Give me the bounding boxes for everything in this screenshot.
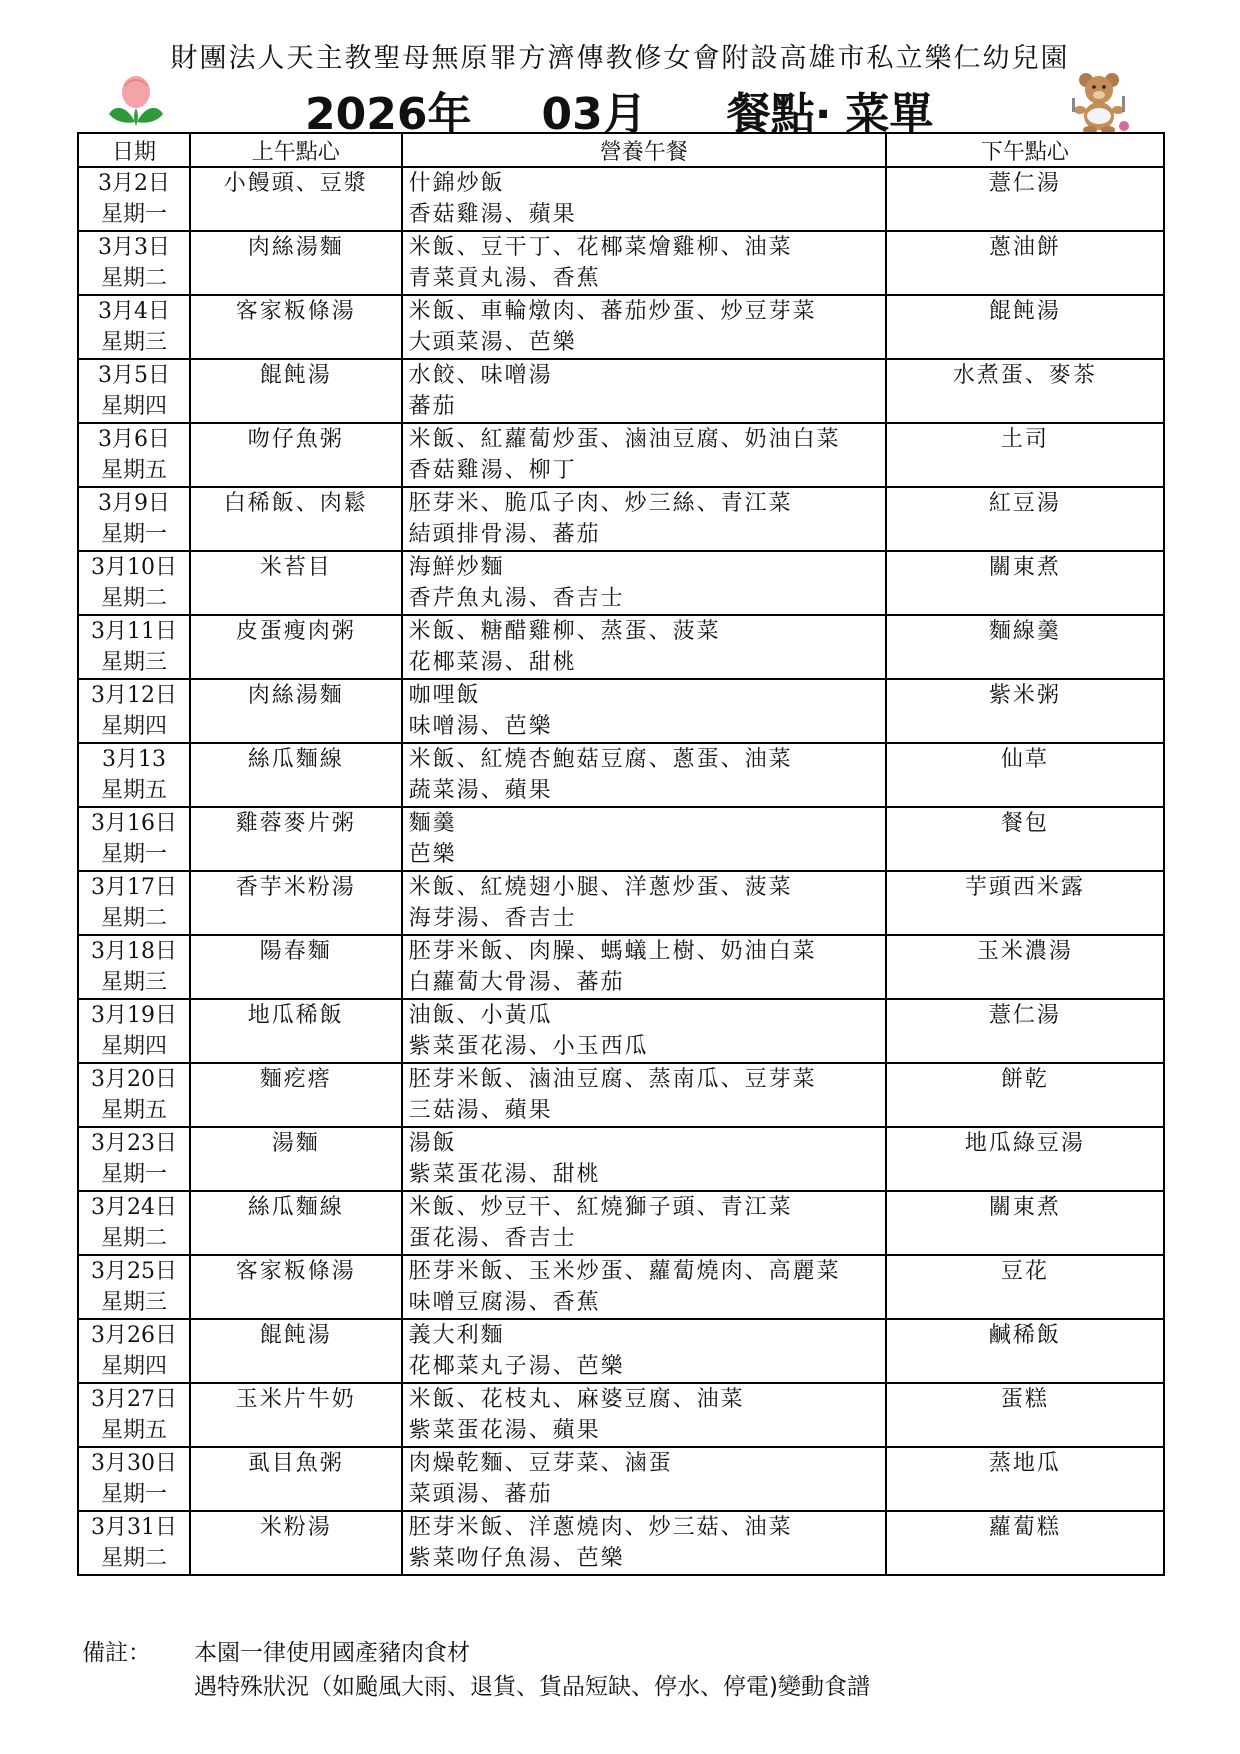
row-weekday: 星期四 [100,394,167,419]
row-date: 3月24日 [90,1195,177,1220]
row-weekday: 星期三 [100,650,167,675]
row-weekday: 星期五 [100,458,167,483]
row-morning-snack: 肉絲湯麵 [247,235,344,260]
row-afternoon-snack: 關東煮 [988,555,1061,580]
morning-snack-cell [190,1255,402,1319]
row-afternoon-snack: 薏仁湯 [988,1003,1061,1028]
morning-snack-cell [190,743,402,807]
date-cell [78,295,190,359]
date-cell [78,615,190,679]
table-row [78,1319,1164,1383]
table-row [78,423,1164,487]
row-lunch-soup-fruit: 香菇雞湯、蘋果 [408,202,577,227]
notes-line-1: 本園一律使用國產豬肉食材 [194,1640,470,1666]
lunch-cell [402,359,886,423]
row-lunch-main: 胚芽米、脆瓜子肉、炒三絲、青江菜 [408,491,793,516]
row-morning-snack: 雞蓉麥片粥 [235,811,356,836]
header-date: 日期 [78,133,190,167]
row-morning-snack: 餛飩湯 [259,363,332,388]
row-afternoon-snack: 玉米濃湯 [976,939,1073,964]
table-header-row [78,133,1164,167]
row-morning-snack: 玉米片牛奶 [235,1387,356,1412]
row-lunch-soup-fruit: 海芽湯、香吉士 [408,906,577,931]
row-date: 3月3日 [97,235,170,260]
row-lunch-main: 米飯、紅蘿蔔炒蛋、滷油豆腐、奶油白菜 [408,427,841,452]
afternoon-snack-cell [886,1383,1164,1447]
row-lunch-main: 胚芽米飯、肉臊、螞蟻上樹、奶油白菜 [408,939,817,964]
row-date: 3月5日 [97,363,170,388]
row-weekday: 星期一 [100,1482,167,1507]
row-morning-snack: 陽春麵 [259,939,332,964]
morning-snack-cell [190,167,402,231]
lunch-cell [402,615,886,679]
row-morning-snack: 絲瓜麵線 [247,1195,344,1220]
morning-snack-cell [190,1511,402,1575]
table-row [78,1063,1164,1127]
row-morning-snack: 米粉湯 [259,1515,332,1540]
date-cell [78,551,190,615]
row-afternoon-snack: 薏仁湯 [988,171,1061,196]
lunch-cell [402,1383,886,1447]
afternoon-snack-cell [886,1255,1164,1319]
table-row [78,743,1164,807]
title-menu: 菜單 [845,89,934,140]
row-lunch-soup-fruit: 紫菜蛋花湯、甜桃 [408,1162,601,1187]
row-weekday: 星期五 [100,1098,167,1123]
morning-snack-cell [190,935,402,999]
row-afternoon-snack: 餅乾 [1000,1067,1049,1092]
row-date: 3月18日 [90,939,177,964]
afternoon-snack-cell [886,423,1164,487]
row-date: 3月17日 [90,875,177,900]
row-lunch-main: 胚芽米飯、滷油豆腐、蒸南瓜、豆芽菜 [408,1067,817,1092]
row-lunch-soup-fruit: 芭樂 [408,842,457,867]
row-morning-snack: 皮蛋瘦肉粥 [235,619,356,644]
row-date: 3月13 [101,747,166,772]
table-row [78,231,1164,295]
lunch-cell [402,1191,886,1255]
row-lunch-soup-fruit: 味噌湯、芭樂 [408,714,553,739]
afternoon-snack-cell [886,1191,1164,1255]
row-date: 3月10日 [90,555,177,580]
notes-label: 備註： [82,1640,151,1666]
morning-snack-cell [190,1127,402,1191]
lunch-cell [402,679,886,743]
row-lunch-main: 麵羹 [408,811,457,836]
morning-snack-cell [190,871,402,935]
row-date: 3月31日 [90,1515,177,1540]
row-date: 3月23日 [90,1131,177,1156]
row-date: 3月12日 [90,683,177,708]
row-weekday: 星期一 [100,1162,167,1187]
row-afternoon-snack: 關東煮 [988,1195,1061,1220]
row-lunch-main: 米飯、豆干丁、花椰菜燴雞柳、油菜 [408,235,793,260]
organization-name: 財團法人天主教聖母無原罪方濟傳教修女會附設高雄市私立樂仁幼兒園 [170,43,1070,74]
lunch-cell [402,743,886,807]
header-morning-snack: 上午點心 [190,133,402,167]
row-weekday: 星期四 [100,1034,167,1059]
row-weekday: 星期二 [100,906,167,931]
date-cell [78,231,190,295]
date-cell [78,359,190,423]
row-lunch-soup-fruit: 紫菜吻仔魚湯、芭樂 [408,1546,625,1571]
row-weekday: 星期四 [100,714,167,739]
afternoon-snack-cell [886,167,1164,231]
row-date: 3月4日 [97,299,170,324]
date-cell [78,1383,190,1447]
row-afternoon-snack: 仙草 [1000,747,1049,772]
table-row [78,167,1164,231]
row-date: 3月9日 [97,491,170,516]
row-afternoon-snack: 紫米粥 [988,683,1061,708]
afternoon-snack-cell [886,1319,1164,1383]
row-lunch-soup-fruit: 結頭排骨湯、蕃茄 [408,522,601,547]
row-weekday: 星期三 [100,970,167,995]
row-weekday: 星期三 [100,330,167,355]
date-cell [78,999,190,1063]
table-row [78,999,1164,1063]
row-afternoon-snack: 紅豆湯 [988,491,1061,516]
row-afternoon-snack: 餐包 [1000,811,1049,836]
date-cell [78,1447,190,1511]
row-lunch-soup-fruit: 紫菜蛋花湯、蘋果 [408,1418,601,1443]
title-year: 2026年 [305,89,472,140]
row-weekday: 星期五 [100,1418,167,1443]
morning-snack-cell [190,807,402,871]
lunch-cell [402,295,886,359]
row-lunch-soup-fruit: 大頭菜湯、芭樂 [408,330,577,355]
row-weekday: 星期三 [100,1290,167,1315]
row-weekday: 星期一 [100,842,167,867]
row-lunch-main: 什錦炒飯 [408,171,505,196]
table-row [78,1255,1164,1319]
afternoon-snack-cell [886,807,1164,871]
morning-snack-cell [190,1319,402,1383]
row-lunch-soup-fruit: 蛋花湯、香吉士 [408,1226,577,1251]
row-afternoon-snack: 餛飩湯 [988,299,1061,324]
row-morning-snack: 肉絲湯麵 [247,683,344,708]
date-cell [78,1511,190,1575]
table-row [78,1383,1164,1447]
afternoon-snack-cell [886,999,1164,1063]
row-morning-snack: 虱目魚粥 [247,1451,344,1476]
row-morning-snack: 麵疙瘩 [259,1067,332,1092]
row-afternoon-snack: 土司 [1000,427,1049,452]
row-lunch-soup-fruit: 味噌豆腐湯、香蕉 [408,1290,601,1315]
table-row [78,359,1164,423]
table-row [78,935,1164,999]
morning-snack-cell [190,359,402,423]
lunch-cell [402,1319,886,1383]
row-lunch-soup-fruit: 菜頭湯、蕃茄 [408,1482,553,1507]
row-morning-snack: 客家粄條湯 [235,299,356,324]
row-afternoon-snack: 地瓜綠豆湯 [964,1131,1085,1156]
lunch-cell [402,1255,886,1319]
date-cell [78,679,190,743]
lunch-cell [402,1511,886,1575]
lunch-cell [402,999,886,1063]
lunch-cell [402,167,886,231]
row-morning-snack: 湯麵 [271,1131,320,1156]
title-month: 03月 [541,89,647,140]
header-lunch: 營養午餐 [402,133,886,167]
date-cell [78,871,190,935]
date-cell [78,423,190,487]
row-afternoon-snack: 蛋糕 [1000,1387,1049,1412]
row-afternoon-snack: 水煮蛋、麥茶 [952,363,1097,388]
table-row [78,871,1164,935]
row-lunch-soup-fruit: 三菇湯、蘋果 [408,1098,553,1123]
morning-snack-cell [190,295,402,359]
row-lunch-soup-fruit: 白蘿蔔大骨湯、蕃茄 [408,970,625,995]
row-lunch-soup-fruit: 花椰菜湯、甜桃 [408,650,577,675]
date-cell [78,167,190,231]
row-date: 3月2日 [97,171,170,196]
row-lunch-soup-fruit: 香芹魚丸湯、香吉士 [408,586,625,611]
morning-snack-cell [190,231,402,295]
row-afternoon-snack: 芋頭西米露 [964,875,1085,900]
row-date: 3月16日 [90,811,177,836]
morning-snack-cell [190,1383,402,1447]
row-lunch-main: 米飯、炒豆干、紅燒獅子頭、青江菜 [408,1195,793,1220]
row-weekday: 星期一 [100,522,167,547]
table-row [78,487,1164,551]
row-morning-snack: 餛飩湯 [259,1323,332,1348]
teddy-bear-icon [1066,68,1138,136]
row-weekday: 星期二 [100,586,167,611]
date-cell [78,1191,190,1255]
table-row [78,1191,1164,1255]
afternoon-snack-cell [886,935,1164,999]
lunch-cell [402,1063,886,1127]
row-weekday: 星期五 [100,778,167,803]
row-morning-snack: 小饅頭、豆漿 [223,171,368,196]
afternoon-snack-cell [886,1447,1164,1511]
morning-snack-cell [190,615,402,679]
row-morning-snack: 客家粄條湯 [235,1259,356,1284]
row-lunch-soup-fruit: 青菜貢丸湯、香蕉 [408,266,601,291]
table-row [78,807,1164,871]
row-morning-snack: 絲瓜麵線 [247,747,344,772]
date-cell [78,1063,190,1127]
row-afternoon-snack: 豆花 [1000,1259,1049,1284]
afternoon-snack-cell [886,1063,1164,1127]
date-cell [78,935,190,999]
row-lunch-soup-fruit: 蕃茄 [408,394,457,419]
lunch-cell [402,871,886,935]
afternoon-snack-cell [886,871,1164,935]
row-lunch-main: 海鮮炒麵 [408,555,505,580]
row-lunch-main: 胚芽米飯、玉米炒蛋、蘿蔔燒肉、高麗菜 [408,1259,841,1284]
row-date: 3月20日 [90,1067,177,1092]
morning-snack-cell [190,1191,402,1255]
header-afternoon-snack: 下午點心 [886,133,1164,167]
table-row [78,615,1164,679]
row-morning-snack: 白稀飯、肉鬆 [223,491,368,516]
date-cell [78,807,190,871]
row-lunch-soup-fruit: 紫菜蛋花湯、小玉西瓜 [408,1034,649,1059]
row-afternoon-snack: 蘿蔔糕 [988,1515,1061,1540]
lunch-cell [402,1127,886,1191]
afternoon-snack-cell [886,551,1164,615]
morning-snack-cell [190,1447,402,1511]
row-lunch-main: 油飯、小黃瓜 [408,1003,553,1028]
row-lunch-main: 咖哩飯 [408,683,481,708]
afternoon-snack-cell [886,1511,1164,1575]
row-morning-snack: 米苔目 [259,555,332,580]
row-lunch-main: 米飯、紅燒杏鮑菇豆腐、蔥蛋、油菜 [408,747,793,772]
morning-snack-cell [190,423,402,487]
row-date: 3月26日 [90,1323,177,1348]
afternoon-snack-cell [886,679,1164,743]
afternoon-snack-cell [886,295,1164,359]
row-date: 3月27日 [90,1387,177,1412]
row-date: 3月6日 [97,427,170,452]
table-row [78,1447,1164,1511]
row-lunch-main: 湯飯 [408,1131,457,1156]
row-date: 3月25日 [90,1259,177,1284]
row-lunch-main: 米飯、花枝丸、麻婆豆腐、油菜 [408,1387,745,1412]
table-row [78,295,1164,359]
row-afternoon-snack: 鹹稀飯 [988,1323,1061,1348]
row-lunch-soup-fruit: 蔬菜湯、蘋果 [408,778,553,803]
morning-snack-cell [190,487,402,551]
row-date: 3月30日 [90,1451,177,1476]
afternoon-snack-cell [886,743,1164,807]
row-weekday: 星期一 [100,202,167,227]
lunch-cell [402,487,886,551]
row-morning-snack: 吻仔魚粥 [247,427,344,452]
row-afternoon-snack: 麵線羹 [988,619,1061,644]
morning-snack-cell [190,679,402,743]
row-weekday: 星期二 [100,266,167,291]
row-afternoon-snack: 蒸地瓜 [988,1451,1061,1476]
afternoon-snack-cell [886,1127,1164,1191]
afternoon-snack-cell [886,231,1164,295]
row-lunch-main: 胚芽米飯、洋蔥燒肉、炒三菇、油菜 [408,1515,793,1540]
table-row [78,1511,1164,1575]
table-row [78,551,1164,615]
row-lunch-main: 水餃、味噌湯 [408,363,553,388]
date-cell [78,487,190,551]
menu-table [77,132,1165,1576]
row-morning-snack: 香芋米粉湯 [235,875,356,900]
afternoon-snack-cell [886,359,1164,423]
afternoon-snack-cell [886,615,1164,679]
table-row [78,1127,1164,1191]
row-weekday: 星期二 [100,1546,167,1571]
date-cell [78,1319,190,1383]
lunch-cell [402,807,886,871]
row-weekday: 星期二 [100,1226,167,1251]
row-date: 3月19日 [90,1003,177,1028]
row-lunch-main: 肉燥乾麵、豆芽菜、滷蛋 [408,1451,673,1476]
lunch-cell [402,231,886,295]
row-weekday: 星期四 [100,1354,167,1379]
lunch-cell [402,1447,886,1511]
row-lunch-main: 義大利麵 [408,1323,505,1348]
row-morning-snack: 地瓜稀飯 [247,1003,344,1028]
row-afternoon-snack: 蔥油餅 [988,235,1061,260]
morning-snack-cell [190,1063,402,1127]
row-lunch-soup-fruit: 花椰菜丸子湯、芭樂 [408,1354,625,1379]
row-lunch-main: 米飯、紅燒翅小腿、洋蔥炒蛋、菠菜 [408,875,793,900]
notes-line-2: 遇特殊狀況（如颱風大雨、退貨、貨品短缺、停水、停電)變動食譜 [194,1674,870,1700]
row-lunch-main: 米飯、糖醋雞柳、蒸蛋、菠菜 [408,619,721,644]
date-cell [78,743,190,807]
table-row [78,679,1164,743]
title-meals: 餐點· [726,89,832,140]
row-lunch-soup-fruit: 香菇雞湯、柳丁 [408,458,577,483]
lunch-cell [402,423,886,487]
lunch-cell [402,935,886,999]
row-date: 3月11日 [90,619,177,644]
row-lunch-main: 米飯、車輪燉肉、蕃茄炒蛋、炒豆芽菜 [408,299,817,324]
morning-snack-cell [190,999,402,1063]
afternoon-snack-cell [886,487,1164,551]
date-cell [78,1127,190,1191]
morning-snack-cell [190,551,402,615]
date-cell [78,1255,190,1319]
lunch-cell [402,551,886,615]
